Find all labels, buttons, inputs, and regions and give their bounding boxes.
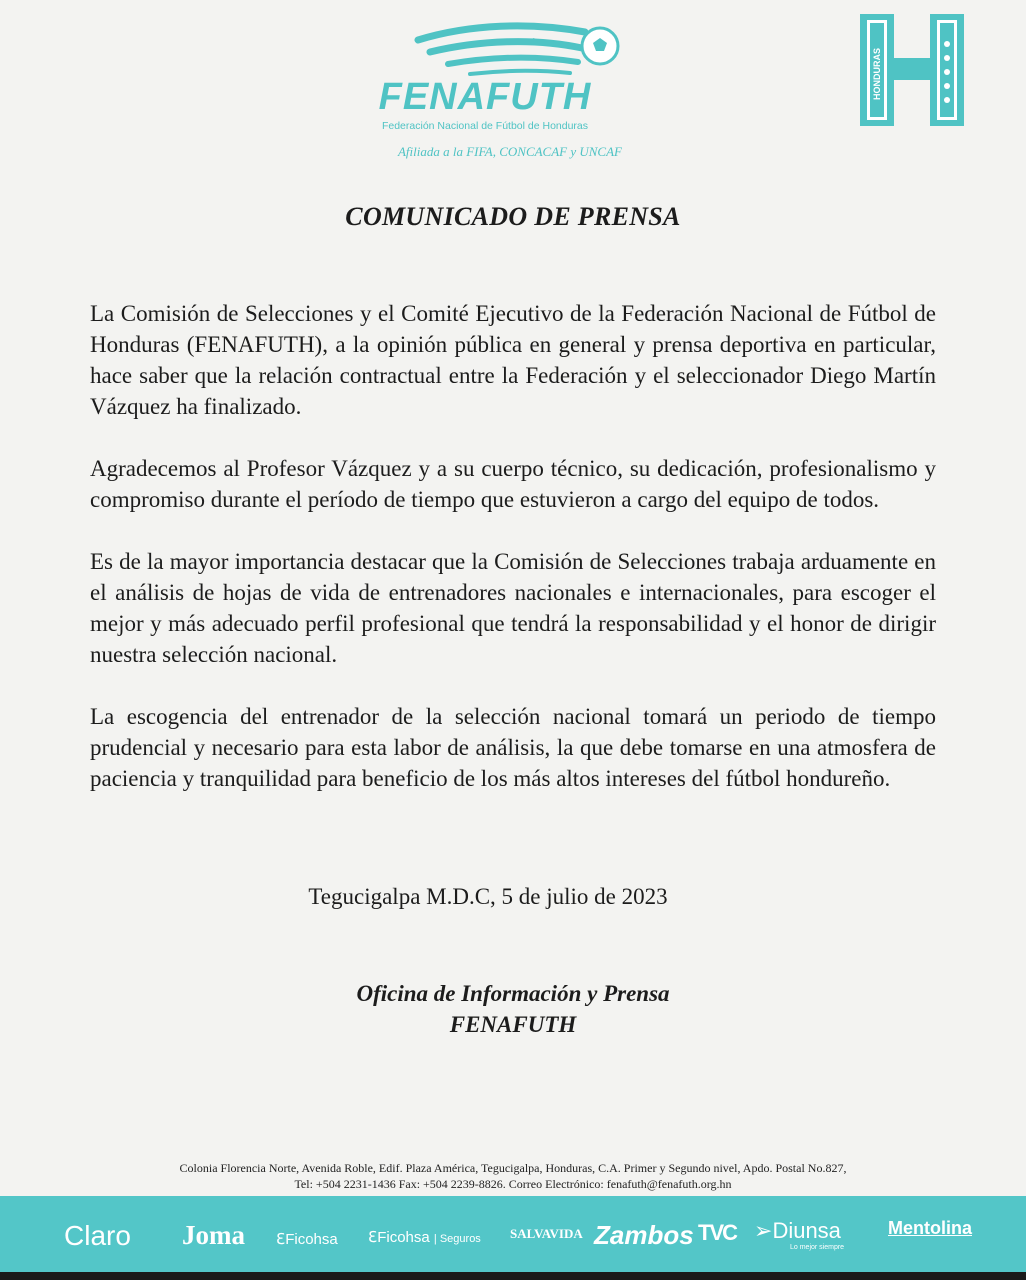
paragraph-4: La escogencia del entrenador de la selección nacional tomará un periodo de tiempo prudencial y necesario para esta labor de análisis, la que debe tomarse en una atmosfera de paciencia y tranquilidad para beneficio de los más altos intereses del fútbol hondureño. (90, 704, 936, 791)
sponsor-claro: Claro (64, 1220, 131, 1251)
h-logo-text: HONDURAS (872, 47, 882, 100)
document-title: COMUNICADO DE PRENSA (345, 202, 681, 231)
paragraph-3: Es de la mayor importancia destacar que la Comisión de Selecciones trabaja arduamente en el análisis de hojas de vida de entrenadores nacionales e internacionales, para escoger el mejor y más adecuado perfil profesional que tendrá la responsabilidad y el honor de dirigir nuestra selección nacional. (90, 549, 936, 667)
signature-org: FENAFUTH (449, 1012, 577, 1037)
bottom-edge (0, 1272, 1026, 1280)
sponsor-diunsa: ➢Diunsa Lo mejor siempre (754, 1218, 845, 1251)
sponsor-bar (0, 1196, 1026, 1280)
address-line-2: Tel: +504 2231-1436 Fax: +504 2239-8826. Correo Electrónico: fenafuth@fenafuth.org.hn (294, 1177, 732, 1191)
sponsor-ficohsa-seguros: ℇFicohsa | Seguros (368, 1229, 481, 1246)
soccer-ball-swoosh-icon (410, 18, 620, 80)
signature-office: Oficina de Información y Prensa (356, 981, 670, 1006)
ficohsa-seguros-icon: ℇ (368, 1229, 378, 1246)
letterhead (0, 0, 1026, 180)
brand-name: FENAFUTH (378, 76, 592, 118)
document-body (90, 298, 936, 825)
dateline: Tegucigalpa M.D.C, 5 de julio de 2023 (308, 884, 668, 909)
sponsor-mentolina: Mentolina (888, 1218, 972, 1238)
honduras-h-logo (860, 14, 964, 126)
paragraph-1: La Comisión de Selecciones y el Comité Ejecutivo de la Federación Nacional de Fútbol de Honduras (FENAFUTH), a la opinión pública en general y prensa deportiva en particular, hace saber que la relación contractual entre la Federación y el seleccionador Diego Martín Vázquez ha finalizado. (90, 301, 936, 419)
diunsa-arrow-icon: ➢ (754, 1218, 773, 1243)
ficohsa-icon: ℇ (276, 1231, 286, 1248)
sponsor-ficohsa: ℇFicohsa (276, 1231, 338, 1248)
sponsor-zambos: Zambos (594, 1220, 694, 1250)
sponsor-joma: Joma (182, 1220, 245, 1250)
diunsa-tagline: Lo mejor siempre (790, 1244, 845, 1251)
address-line-1: Colonia Florencia Norte, Avenida Roble, Edif. Plaza América, Tegucigalpa, Honduras, C.A. Primer y Segundo nivel, Apdo. Postal No.827, (179, 1161, 847, 1175)
footer-address (60, 1160, 966, 1192)
brand-subtitle: Federación Nacional de Fútbol de Honduras (381, 120, 589, 132)
affiliation-line: Afiliada a la FIFA, CONCACAF y UNCAF (397, 144, 622, 159)
sponsor-tvc: TVC (698, 1220, 736, 1245)
signature-block (0, 978, 1026, 1040)
paragraph-2: Agradecemos al Profesor Vázquez y a su cuerpo técnico, su dedicación, profesionalismo y compromiso durante el período de tiempo que estuvieron a cargo del equipo de todos. (90, 456, 936, 512)
fenafuth-logo (340, 10, 680, 160)
sponsor-salvavida: SALVAVIDA (510, 1226, 583, 1241)
